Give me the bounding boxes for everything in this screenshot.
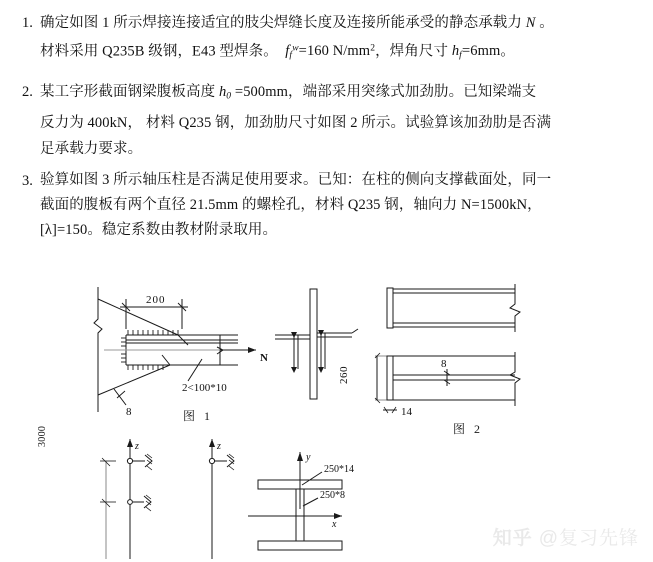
zhihu-handle: @复习先锋 bbox=[538, 528, 639, 549]
figure-3-flange-spec: 250*14 bbox=[324, 464, 354, 475]
formula-h0-base: h bbox=[218, 84, 227, 101]
figure-1-angle-spec: 2<100*10 bbox=[182, 382, 227, 394]
figure-1-caption: 图 1 bbox=[183, 409, 214, 423]
question-1-line-1-text: 确定如图 1 所示焊接连接适宜的肢尖焊缝长度及连接所能承受的静态承载力 bbox=[40, 15, 526, 31]
figure-3-web-spec: 250*8 bbox=[320, 490, 345, 501]
formula-f-base: f bbox=[285, 43, 290, 60]
question-2-line-1-text: 某工字形截面钢梁腹板高度 bbox=[40, 84, 219, 101]
figure-1-drawing bbox=[70, 277, 380, 427]
figure-3-axis-y: y bbox=[306, 452, 311, 463]
question-3-line-3: [λ]=150。稳定系数由教材附录取用。 bbox=[40, 221, 278, 238]
zhihu-logo-text: 知乎 bbox=[492, 528, 533, 549]
figure-1-dim-200: 200 bbox=[146, 294, 166, 306]
question-2-line-1 bbox=[40, 79, 639, 110]
question-item-3 bbox=[14, 168, 639, 243]
figure-2-thickness-label: 14 bbox=[401, 406, 412, 418]
formula-h-value: =6mm bbox=[461, 43, 501, 60]
figure-2-web-label: 8 bbox=[441, 358, 447, 370]
question-1-line-2-mid: ，焊角尺寸 bbox=[375, 43, 452, 60]
question-1-line-1 bbox=[40, 10, 639, 36]
figures-area bbox=[0, 272, 653, 562]
formula-weld-leg-size bbox=[451, 43, 501, 62]
question-1-line-2 bbox=[40, 36, 639, 69]
question-item-1 bbox=[14, 10, 639, 69]
question-1-line-2-end: 。 bbox=[500, 43, 515, 60]
question-1-line-1-end: 。 bbox=[535, 15, 554, 31]
formula-h-base: h bbox=[451, 43, 460, 60]
figure-2-caption: 图 2 bbox=[453, 422, 484, 436]
figure-2-height-label: 260 bbox=[338, 366, 350, 384]
formula-f-exponent: 2 bbox=[370, 43, 376, 54]
symbol-N: N bbox=[525, 15, 536, 31]
figure-3-span-upper: 3000 bbox=[37, 425, 48, 447]
formula-web-height bbox=[219, 84, 288, 100]
question-list bbox=[0, 0, 653, 249]
question-body-1 bbox=[40, 10, 639, 69]
figure-1-force-label: N bbox=[260, 352, 268, 364]
figure-3-axis-x: x bbox=[332, 519, 337, 530]
formula-h0-subscript: 0 bbox=[226, 90, 232, 102]
figure-1-weld-size: 8 bbox=[126, 406, 132, 418]
zhihu-watermark bbox=[493, 523, 639, 550]
formula-f-superscript: w bbox=[292, 43, 299, 54]
figure-3-axis-z-mid: z bbox=[217, 441, 221, 452]
formula-h-subscript: f bbox=[459, 50, 462, 62]
figure-3-axis-z-left: z bbox=[135, 441, 139, 452]
figure-2-drawing bbox=[338, 280, 575, 428]
formula-f-value: =160 N/mm bbox=[298, 43, 371, 60]
question-body-3 bbox=[40, 168, 639, 243]
question-number-3: 3. bbox=[22, 172, 33, 189]
formula-f-subscript: f bbox=[289, 50, 293, 62]
figure-3-drawing bbox=[37, 425, 360, 559]
formula-h0-value: =500mm bbox=[231, 84, 288, 101]
question-number-1: 1. bbox=[22, 15, 33, 31]
question-1-line-2-text: 材料采用 Q235B 级钢，E43 型焊条。 bbox=[40, 43, 278, 60]
question-3-line-2: 截面的腹板有两个直径 21.5mm 的螺栓孔，材料 Q235 钢，轴向力 N=1500kN， bbox=[40, 196, 542, 213]
question-3-line-1: 验算如图 3 所示轴压柱是否满足使用要求。已知：在柱的侧向支撑截面处，同一 bbox=[40, 171, 552, 188]
question-item-2 bbox=[14, 79, 639, 162]
question-2-line-1-end: ，端部采用突缘式加劲肋。已知梁端支 bbox=[288, 84, 537, 101]
question-body-2 bbox=[40, 79, 639, 162]
question-2-line-3: 足承载力要求。 bbox=[40, 140, 143, 157]
question-number-2: 2. bbox=[22, 84, 33, 101]
formula-weld-strength bbox=[285, 43, 376, 62]
question-2-line-2: 反力为 400kN， 材料 Q235 钢，加劲肋尺寸如图 2 所示。试验算该加劲肋是否满 bbox=[40, 114, 552, 131]
